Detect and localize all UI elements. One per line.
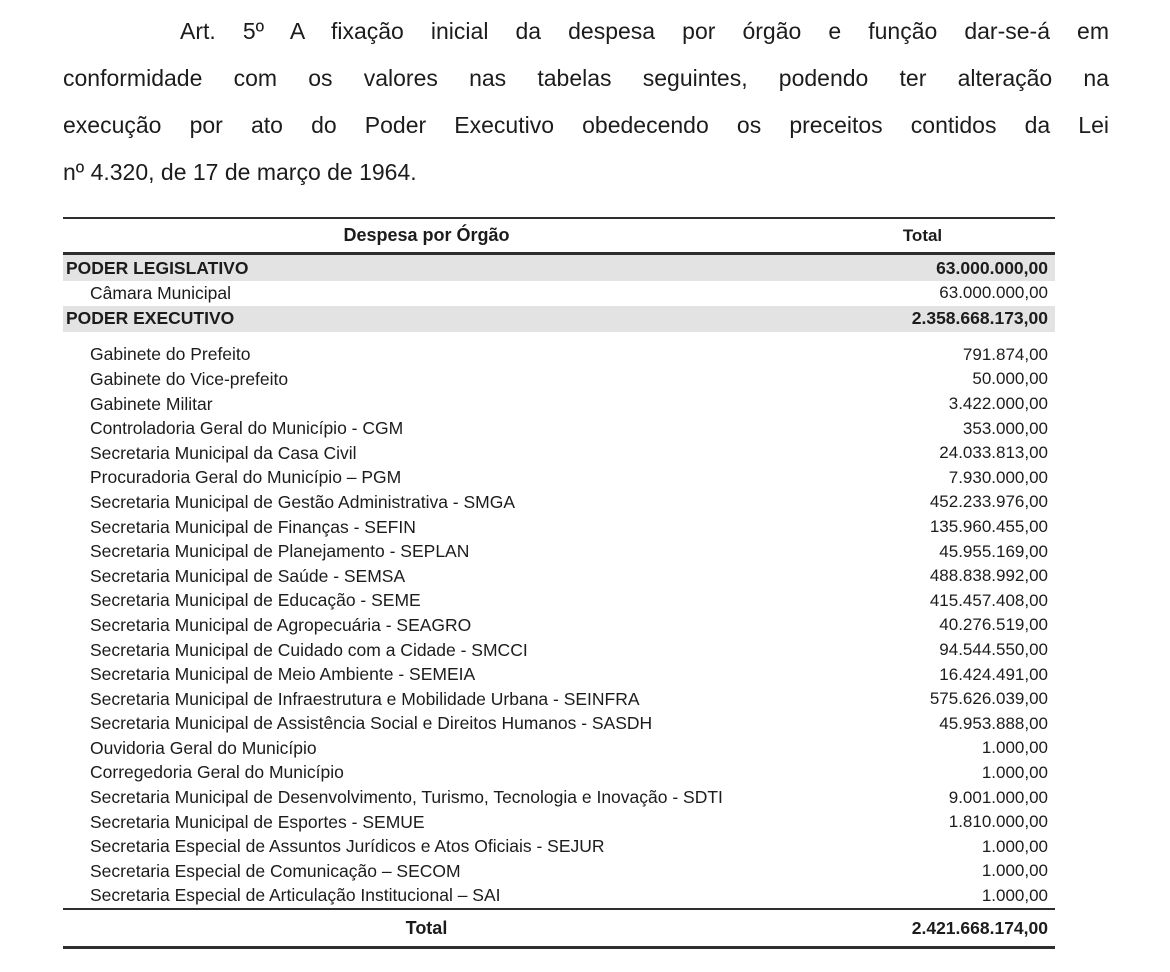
table-row [63, 490, 1055, 515]
row-value: 1.000,00 [981, 762, 1048, 782]
row-label: Secretaria Especial de Assuntos Jurídicos e Atos Oficiais - SEJUR [90, 836, 605, 857]
row-label: Secretaria Municipal de Infraestrutura e Mobilidade Urbana - SEINFRA [90, 688, 640, 709]
row-value: 415.457.408,00 [929, 590, 1048, 610]
expense-by-organ-table [63, 217, 1055, 949]
row-value: 63.000.000,00 [936, 257, 1048, 278]
row-label: PODER EXECUTIVO [66, 308, 235, 329]
table-row [63, 785, 1055, 810]
row-value: 575.626.039,00 [929, 689, 1048, 709]
row-value: 24.033.813,00 [939, 443, 1048, 463]
footer-total-label: Total [405, 917, 448, 938]
row-label: Secretaria Municipal de Gestão Administrativa - SMGA [90, 491, 516, 512]
article-paragraph [63, 8, 1109, 196]
row-label: Secretaria Municipal de Saúde - SEMSA [90, 565, 406, 586]
row-label: Secretaria Municipal de Assistência Social e Direitos Humanos - SASDH [90, 713, 653, 734]
row-label: Controladoria Geral do Município - CGM [90, 418, 404, 439]
row-label: Secretaria Municipal de Desenvolvimento, Turismo, Tecnologia e Inovação - SDTI [90, 787, 723, 808]
table-row [63, 416, 1055, 441]
row-label: Secretaria Municipal de Cuidado com a Cidade - SMCCI [90, 639, 528, 660]
row-label: Secretaria Municipal de Educação - SEME [90, 590, 421, 611]
header-total-label: Total [902, 225, 943, 245]
table-row [63, 306, 1055, 332]
row-label: Secretaria Municipal de Esportes - SEMUE [90, 811, 425, 832]
row-label: Secretaria Municipal de Finanças - SEFIN [90, 516, 416, 537]
table-row [63, 392, 1055, 417]
row-value: 16.424.491,00 [939, 664, 1048, 684]
table-row [63, 589, 1055, 614]
row-label: Gabinete do Prefeito [90, 344, 251, 365]
row-value: 452.233.976,00 [929, 492, 1048, 512]
row-value: 9.001.000,00 [948, 787, 1048, 807]
row-value: 7.930.000,00 [948, 467, 1048, 487]
table-row [63, 810, 1055, 835]
row-value: 2.358.668.173,00 [911, 308, 1048, 329]
row-label: PODER LEGISLATIVO [66, 257, 249, 278]
row-label: Corregedoria Geral do Município [90, 762, 344, 783]
table-footer [63, 908, 1055, 946]
table-row [63, 367, 1055, 392]
table-body [63, 255, 1055, 908]
paragraph-line: execução por ato do Poder Executivo obedecendo os preceitos contidos da Lei [63, 112, 1109, 138]
row-value: 1.000,00 [981, 836, 1048, 856]
table-row [63, 281, 1055, 306]
row-value: 353.000,00 [962, 418, 1048, 438]
table-row [63, 687, 1055, 712]
row-value: 3.422.000,00 [948, 394, 1048, 414]
row-label: Secretaria Municipal de Agropecuária - SEAGRO [90, 614, 472, 635]
table-row [63, 441, 1055, 466]
table-row [63, 515, 1055, 540]
table-row [63, 736, 1055, 761]
row-value: 45.955.169,00 [939, 541, 1048, 561]
table-row [63, 662, 1055, 687]
row-label: Secretaria Especial de Comunicação – SECOM [90, 860, 461, 881]
row-value: 1.000,00 [981, 738, 1048, 758]
footer-total-value: 2.421.668.174,00 [911, 917, 1048, 938]
row-value: 135.960.455,00 [929, 517, 1048, 537]
row-value: 94.544.550,00 [939, 640, 1048, 660]
table-row [63, 564, 1055, 589]
table-row [63, 859, 1055, 884]
table-row [63, 613, 1055, 638]
row-label: Gabinete Militar [90, 393, 213, 414]
row-label: Secretaria Municipal de Meio Ambiente - SEMEIA [90, 664, 476, 685]
row-label: Procuradoria Geral do Município – PGM [90, 467, 402, 488]
row-value: 791.874,00 [962, 344, 1048, 364]
row-value: 1.000,00 [981, 861, 1048, 881]
table-row [63, 466, 1055, 491]
row-label: Secretaria Municipal de Planejamento - SEPLAN [90, 541, 470, 562]
row-value: 1.000,00 [981, 885, 1048, 905]
row-label: Secretaria Municipal da Casa Civil [90, 442, 357, 463]
table-header [63, 219, 1055, 255]
row-value: 1.810.000,00 [948, 812, 1048, 832]
table-row [63, 884, 1055, 909]
table-row [63, 343, 1055, 368]
row-label: Secretaria Especial de Articulação Institucional – SAI [90, 885, 501, 906]
table-row [63, 539, 1055, 564]
row-label: Câmara Municipal [90, 282, 232, 303]
row-label: Ouvidoria Geral do Município [90, 737, 317, 758]
table-row [63, 638, 1055, 663]
paragraph-line: nº 4.320, de 17 de março de 1964. [63, 159, 417, 185]
paragraph-line: Art. 5º A fixação inicial da despesa por órgão e função dar-se-á em [180, 18, 1109, 44]
paragraph-line: conformidade com os valores nas tabelas seguintes, podendo ter alteração na [63, 65, 1109, 91]
row-value: 63.000.000,00 [939, 283, 1048, 303]
table-row [63, 834, 1055, 859]
row-value: 45.953.888,00 [939, 713, 1048, 733]
row-value: 40.276.519,00 [939, 615, 1048, 635]
table-row [63, 761, 1055, 786]
table-row [63, 712, 1055, 737]
row-value: 50.000,00 [972, 369, 1048, 389]
row-value: 488.838.992,00 [929, 566, 1048, 586]
header-organ-label: Despesa por Órgão [343, 225, 510, 245]
table-row [63, 255, 1055, 281]
row-label: Gabinete do Vice-prefeito [90, 368, 289, 389]
